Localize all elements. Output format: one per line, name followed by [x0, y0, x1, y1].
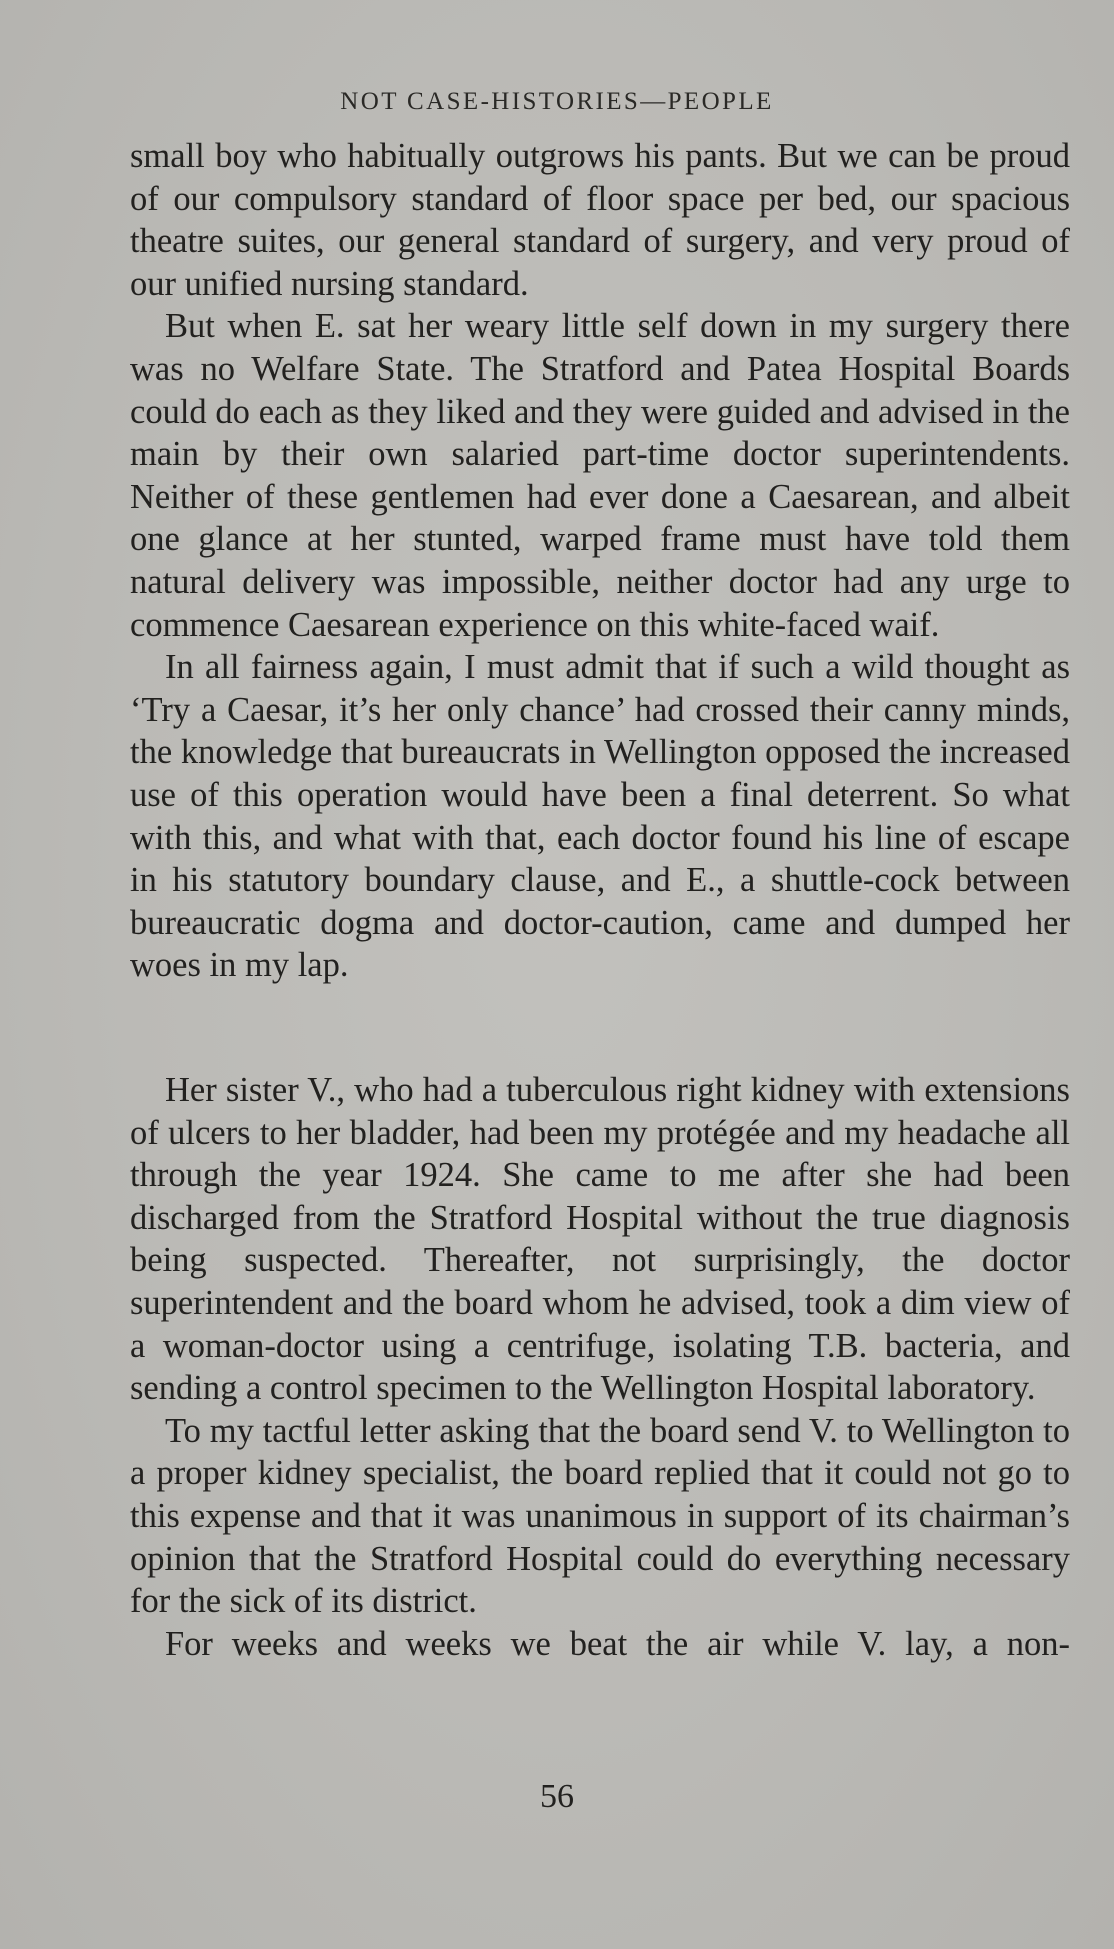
paragraph-continued: small boy who habitually outgrows his pants. But we can be proud of our compulsory standard of floor space per bed, our spacious theatre suites, our general standard of surgery, and very proud of our unified nursing standard.: [130, 137, 1070, 303]
page-number: 56: [540, 1778, 574, 1815]
paragraph-beat-the-air: For weeks and weeks we beat the air while V. lay, a non-: [165, 1624, 1070, 1663]
running-head: NOT CASE-HISTORIES—PEOPLE: [340, 88, 774, 115]
paragraph-hospital-boards: But when E. sat her weary little self down in my surgery there was no Welfare State. The Stratford and Patea Hospital Boards could do each as they liked and they were guided and advised in the main by their own salaried part-time doctor superintendents. Neither of these gentlemen had ever done a Caesarean, and albeit one glance at her stunted, warped frame must have told them natural delivery was impossible, neither doctor had any urge to commence Caesarean experience on this white-faced waif.: [130, 307, 1070, 644]
section-one: [130, 135, 1070, 987]
section-two: [130, 1069, 1070, 1665]
paragraph-tactful-letter: To my tactful letter asking that the board send V. to Wellington to a proper kidney specialist, the board replied that it could not go to this expense and that it was unanimous in support of its chairman’s opinion that the Stratford Hospital could do everything necessary for the sick of its district.: [130, 1411, 1070, 1621]
paragraph-fairness: In all fairness again, I must admit that if such a wild thought as ‘Try a Caesar, it’s her only chance’ had crossed their canny minds, the knowledge that bureaucrats in Wellington opposed the increased use of this operation would have been a final deterrent. So what with this, and what with that, each doctor found his line of escape in his statutory boundary clause, and E., a shuttle-cock between bureaucratic dogma and doctor-caution, came and dumped her woes in my lap.: [130, 648, 1070, 985]
paragraph-sister-v: Her sister V., who had a tuberculous right kidney with extensions of ulcers to her bladder, had been my protégée and my headache all through the year 1924. She came to me after she had been discharged from the Stratford Hospital without the true diagnosis being suspected. Thereafter, not surprisingly, the doctor superintendent and the board whom he advised, took a dim view of a woman-doctor using a centrifuge, isolating T.B. bacteria, and sending a control specimen to the Wellington Hospital laboratory.: [130, 1071, 1070, 1408]
